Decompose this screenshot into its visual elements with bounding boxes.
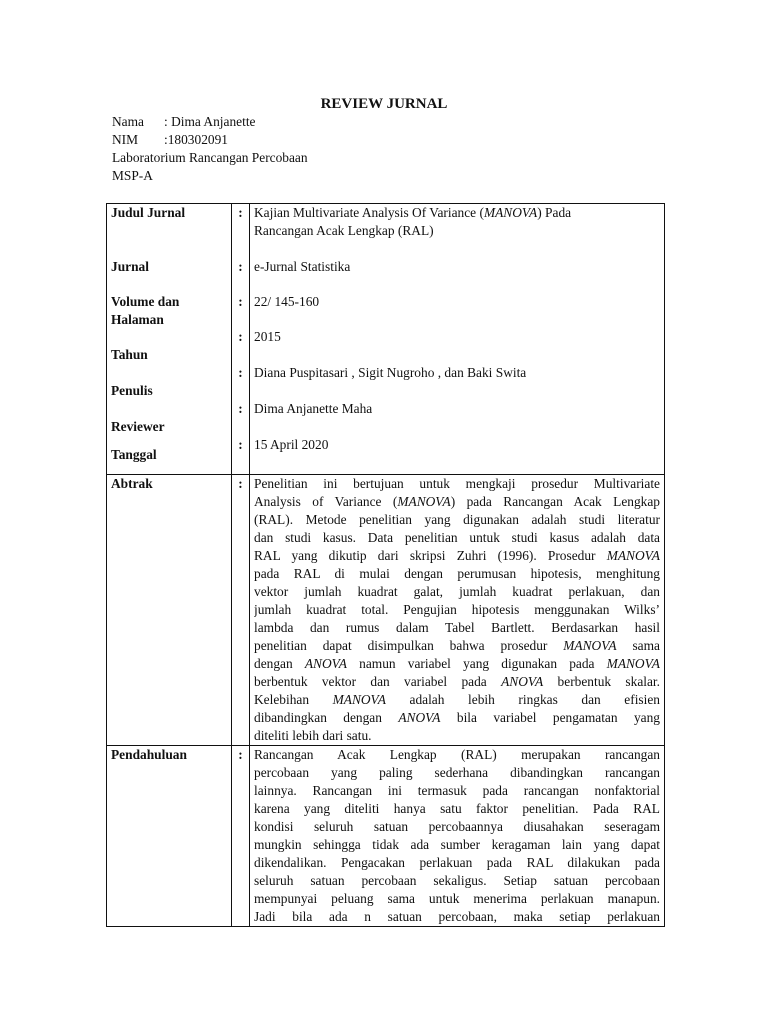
abstrak-line: (RAL). Metode penelitian yang digunakan adalah studi literatur — [254, 512, 660, 527]
reviewer-info — [112, 113, 308, 185]
colon-jurnal: : — [238, 259, 243, 274]
tahun-label: Tahun — [111, 347, 148, 362]
pendahuluan-line: dikendalikan. Pengacakan perlakuan pada RAL dilakukan pada — [254, 855, 660, 870]
penulis-value: Diana Puspitasari , Sigit Nugroho , dan Baki Swita — [254, 365, 527, 380]
nama-label: Nama — [112, 114, 144, 129]
abstrak-line: jumlah kuadrat total. Pengujian hipotesis menggunakan Wilks’ — [254, 602, 660, 617]
colon-penulis: : — [238, 365, 243, 380]
abstrak-line: Analysis of Variance (MANOVA) pada Rancangan Acak Lengkap — [254, 494, 660, 509]
nim-value: :180302091 — [164, 132, 228, 147]
reviewer-label: Reviewer — [111, 419, 165, 434]
pendahuluan-line: mempunyai peluang sama untuk menerima perlakuan manapun. — [254, 891, 660, 906]
volume-label-1: Volume dan — [111, 294, 180, 309]
abstrak-line: diteliti lebih dari satu. — [254, 728, 372, 743]
abstrak-line: vektor jumlah kuadrat galat, jumlah kuadrat perlakuan, dan — [254, 584, 660, 599]
abstrak-line: penelitian dapat disimpulkan bahwa prosedur MANOVA sama — [254, 638, 660, 653]
nama-row — [112, 113, 308, 131]
jurnal-label: Jurnal — [111, 259, 149, 274]
judul-label: Judul Jurnal — [111, 205, 186, 220]
abstrak-line: dan studi kasus. Data penelitian untuk studi kasus adalah data — [254, 530, 660, 545]
volume-value: 22/ 145-160 — [254, 294, 320, 309]
abstrak-text — [250, 475, 665, 746]
pendahuluan-line: lainnya. Rancangan ini termasuk pada rancangan nonfaktorial — [254, 783, 660, 798]
colon-reviewer: : — [238, 401, 243, 416]
pendahuluan-text — [250, 746, 665, 927]
penulis-label: Penulis — [111, 383, 153, 398]
colon-pendahuluan: : — [232, 746, 250, 927]
pendahuluan-line: seluruh satuan percobaan sekaligus. Setiap satuan percobaan — [254, 873, 660, 888]
reviewer-value: Dima Anjanette Maha — [254, 401, 373, 416]
colon-judul: : — [238, 205, 243, 220]
pendahuluan-row — [107, 746, 665, 927]
judul-value-line-2: Rancangan Acak Lengkap (RAL) — [254, 223, 434, 238]
abstrak-row — [107, 475, 665, 746]
meta-values — [250, 204, 665, 475]
meta-colons — [232, 204, 250, 475]
abstrak-line: berbentuk vektor dan variabel pada ANOVA berbentuk skalar. — [254, 674, 660, 689]
tanggal-value: 15 April 2020 — [254, 437, 329, 452]
colon-tanggal: : — [238, 437, 243, 452]
colon-volume: : — [238, 294, 243, 309]
pendahuluan-label: Pendahuluan — [107, 746, 232, 927]
tanggal-label: Tanggal — [111, 447, 157, 462]
abstrak-line: pada RAL di mulai dengan perumusan hipotesis, menghitung — [254, 566, 660, 581]
abstrak-line: RAL yang dikutip dari skripsi Zuhri (1996). Prosedur MANOVA — [254, 548, 660, 563]
pendahuluan-line: mungkin sehingga tidak ada sumber keragaman lain yang dapat — [254, 837, 660, 852]
pendahuluan-line: karena yang diteliti hanya satu faktor penelitian. Pada RAL — [254, 801, 660, 816]
nama-value: : Dima Anjanette — [164, 114, 256, 129]
abstrak-label: Abtrak — [107, 475, 232, 746]
document-title: REVIEW JURNAL — [320, 96, 448, 112]
meta-row — [107, 204, 665, 475]
colon-tahun: : — [238, 329, 243, 344]
pendahuluan-line: percobaan yang paling sederhana dibandingkan rancangan — [254, 765, 660, 780]
pendahuluan-line: Rancangan Acak Lengkap (RAL) merupakan rancangan — [254, 747, 660, 762]
pendahuluan-line: kondisi seluruh satuan percobaannya diusahakan seseragam — [254, 819, 660, 834]
abstrak-line: dibandingkan dengan ANOVA bila variabel pengamatan yang — [254, 710, 660, 725]
volume-label-2: Halaman — [111, 312, 164, 327]
meta-labels — [107, 204, 232, 475]
nim-row — [112, 131, 308, 149]
tahun-value: 2015 — [254, 329, 281, 344]
pendahuluan-line: Jadi bila ada n satuan percobaan, maka setiap perlakuan — [254, 909, 660, 924]
abstrak-line: Kelebihan MANOVA adalah lebih ringkas dan efisien — [254, 692, 660, 707]
class-name: MSP-A — [112, 168, 153, 183]
judul-value-line-1: Kajian Multivariate Analysis Of Variance (MANOVA) Pada — [254, 205, 572, 220]
abstrak-line: lambda dan rumus dalam Tabel Bartlett. Berdasarkan hasil — [254, 620, 660, 635]
nim-label: NIM — [112, 132, 139, 147]
abstrak-line: dengan ANOVA namun variabel yang digunakan pada MANOVA — [254, 656, 660, 671]
colon-abstrak: : — [232, 475, 250, 746]
jurnal-value: e-Jurnal Statistika — [254, 259, 351, 274]
review-table — [106, 203, 665, 927]
lab-name: Laboratorium Rancangan Percobaan — [112, 150, 308, 165]
abstrak-line: Penelitian ini bertujuan untuk mengkaji prosedur Multivariate — [254, 476, 660, 491]
